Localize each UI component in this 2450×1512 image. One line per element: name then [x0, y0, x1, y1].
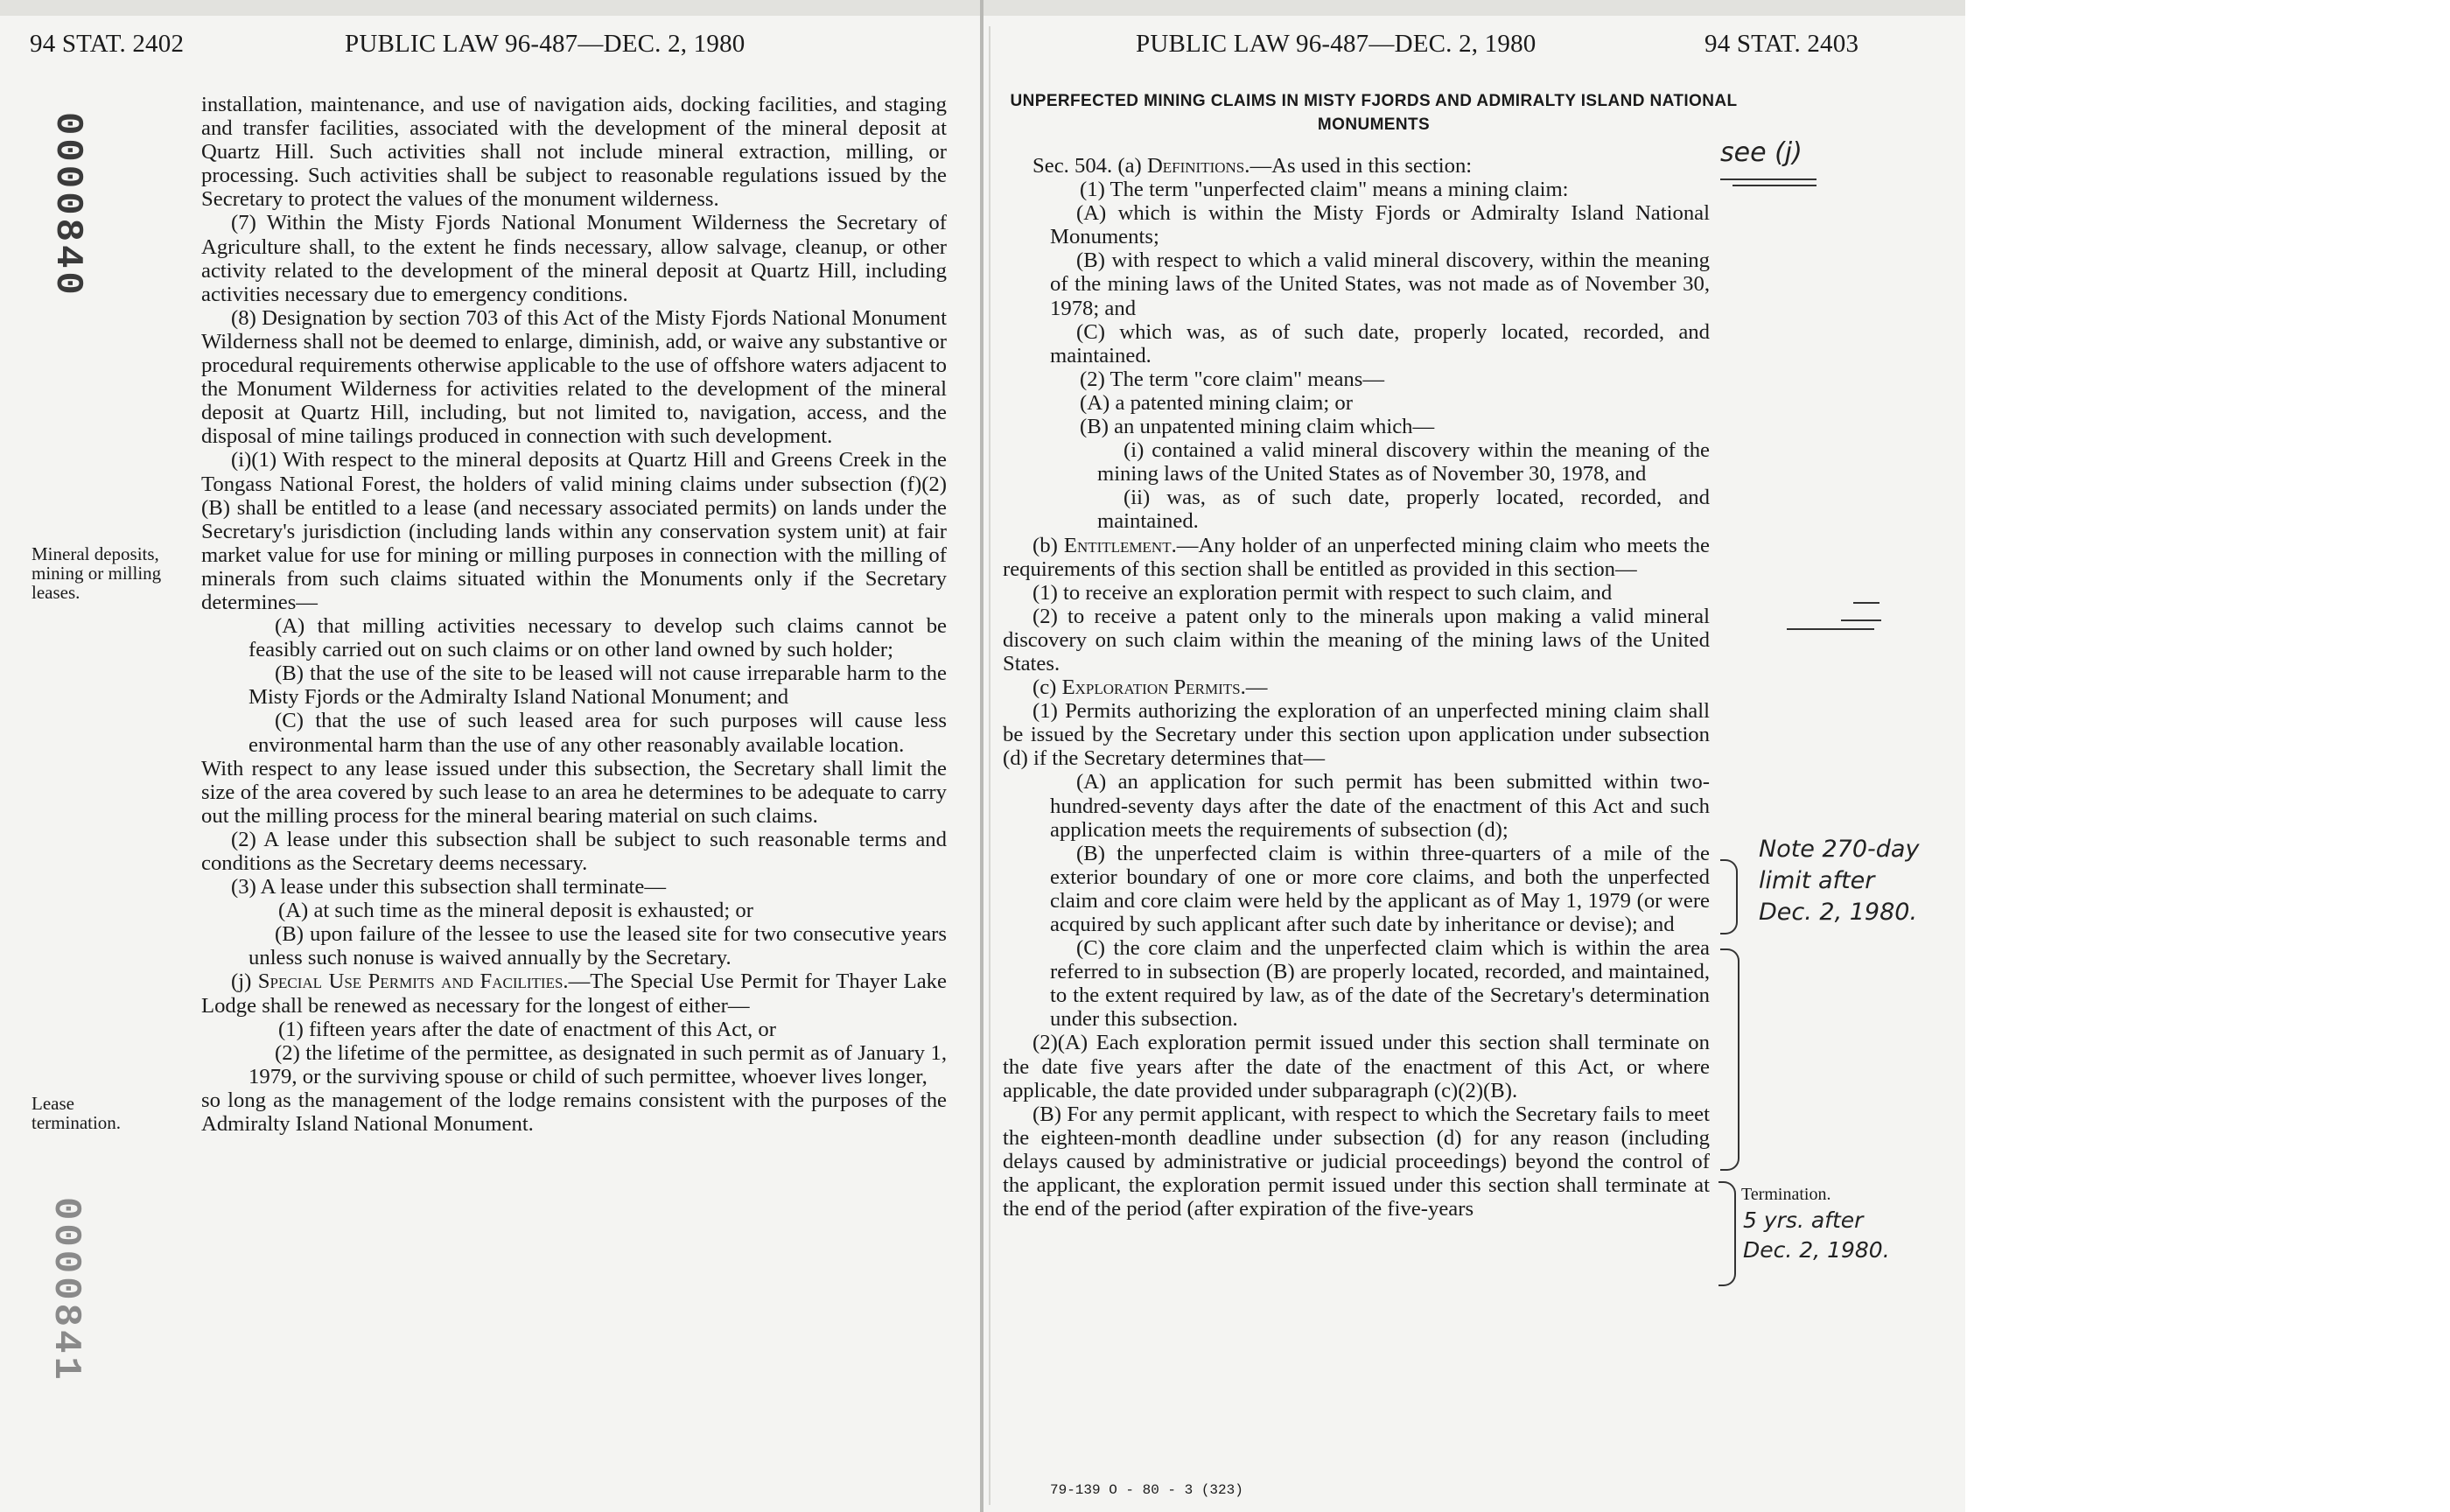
pencil-mark	[1787, 628, 1874, 630]
paragraph: (A) at such time as the mineral deposit is exhausted; or	[278, 899, 753, 923]
paragraph: (B) For any permit applicant, with respect to which the Secretary fails to meet the eighteen-month deadline under subsection (d) for any reason (including delays caused by administrative or judicial proceedings) beyond the control of the applicant, the exploration permit issued under this section shall terminate at the end of the period (after expiration of the five-years	[1003, 1102, 1710, 1222]
paragraph: (C) the core claim and the unperfected claim which is within the area referred to in subsection (B) are properly located, recorded, and maintained, to the extent required by law, as of the date of the Secretary's determination under this subsection.	[1050, 936, 1710, 1032]
underline-mark	[1732, 185, 1816, 186]
section-heading: UNPERFECTED MINING CLAIMS IN MISTY FJORDS AND ADMIRALTY ISLAND NATIONAL MONUMENTS	[1010, 92, 1738, 134]
paragraph: (2) to receive a patent only to the minerals upon making a valid mineral discovery on such claim within the meaning of the mining laws of the United States.	[1003, 604, 1710, 676]
page-footer-code: 79-139 O - 80 - 3 (323)	[1050, 1482, 1243, 1498]
pencil-mark	[1841, 620, 1881, 621]
page-gutter	[980, 0, 984, 1512]
pencil-mark	[1853, 602, 1880, 604]
paragraph: (1) Permits authorizing the exploration of an unperfected mining claim shall be issued by the Secretary under this section upon application under subsection (d) if the Secretary determines that—	[1003, 699, 1710, 771]
section-caption: Definitions.	[1146, 154, 1250, 178]
paragraph: (B) an unpatented mining claim which—	[1080, 415, 1435, 439]
left-stamp-top: 0000840	[46, 112, 89, 298]
handwritten-note-line-1: Note 270-day	[1759, 836, 1920, 863]
handwritten-term-line-2: Dec. 2, 1980.	[1743, 1237, 1890, 1263]
paragraph: (i)(1) With respect to the mineral deposits at Quartz Hill and Greens Creek in the Tongass National Forest, the holders of valid mining claims under subsection (f)(2)(B) shall be entitled to a lease (and necessary associated permits) on lands under the Secretary's jurisdiction (including lands within any conservation system unit) at fair market value for use for mining or milling purposes in connection with the milling of minerals from such claims situated within the Monuments only if the Secretary determines—	[201, 448, 947, 614]
underline-mark	[1720, 178, 1816, 180]
paragraph: (C) which was, as of such date, properly located, recorded, and maintained.	[1050, 319, 1710, 368]
section-caption: Special Use Permits and Facilities.	[257, 970, 569, 994]
handwritten-term-line-1: 5 yrs. after	[1743, 1208, 1864, 1233]
handwritten-note-line-3: Dec. 2, 1980.	[1759, 899, 1918, 926]
page-gutter-shadow	[989, 26, 990, 1505]
left-page-title: PUBLIC LAW 96-487—DEC. 2, 1980	[345, 30, 746, 58]
paragraph: (j) Special Use Permits and Facilities.—The Special Use Permit for Thayer Lake Lodge shall be renewed as necessary for the longest of either—	[201, 970, 947, 1018]
bracket-mark	[1718, 1181, 1736, 1286]
paragraph: (2) A lease under this subsection shall be subject to such reasonable terms and conditions as the Secretary deems necessary.	[201, 827, 947, 875]
paragraph: (B) the unperfected claim is within three-quarters of a mile of the exterior boundary of one or more core claims, and both the unperfected claim and core claim were held by the applicant as of May 1, 1979 (or were acquired by such applicant after such date by inheritance or devise); and	[1050, 841, 1710, 936]
right-text-column	[1003, 154, 1710, 1221]
paragraph: (b) Entitlement.—Any holder of an unperfected mining claim who meets the requirements of this section shall be entitled as provided in this section—	[1003, 533, 1710, 581]
paragraph: installation, maintenance, and use of navigation aids, docking facilities, and staging and transfer facilities, associated with the development of the mineral deposit at Quartz Hill. Such activities shall not include mineral extraction, milling, or processing. Such activities shall be subject to reasonable regulations issued by the Secretary to protect the values of the monument wilderness.	[201, 93, 947, 212]
paragraph: (A) a patented mining claim; or	[1080, 390, 1353, 415]
paragraph: (8) Designation by section 703 of this Act of the Misty Fjords National Monument Wilderness shall not be deemed to enlarge, diminish, add, or waive any substantive or procedural requirements otherwise applicable to the use of offshore waters adjacent to the Monument Wilderness for activities related to the development of the mineral deposit at Quartz Hill, including, but not limited to, navigation, access, and the disposal of mine tailings produced in connection with such development.	[201, 305, 947, 449]
section-caption: Entitlement.	[1063, 533, 1177, 557]
paragraph: (ii) was, as of such date, properly located, recorded, and maintained.	[1097, 486, 1710, 534]
right-page-title: PUBLIC LAW 96-487—DEC. 2, 1980	[1136, 30, 1536, 58]
left-stamp-bottom: 0000841	[44, 1197, 88, 1383]
paragraph: (2) the lifetime of the permittee, as designated in such permit as of January 1, 1979, or the surviving spouse or child of such permittee, whoever lives longer,	[248, 1040, 947, 1088]
paragraph: so long as the management of the lodge remains consistent with the purposes of the Admiralty Island National Monument.	[201, 1088, 947, 1137]
paragraph: (C) that the use of such leased area for such purposes will cause less environmental harm than the use of any other reasonably available location.	[248, 709, 947, 757]
right-stat-number: 94 STAT. 2403	[1704, 30, 1859, 58]
paragraph: (7) Within the Misty Fjords National Monument Wilderness the Secretary of Agriculture shall, to the extent he finds necessary, allow salvage, cleanup, or other activity related to the development of the mineral deposit at Quartz Hill, including activities necessary due to emergency conditions.	[201, 211, 947, 306]
bracket-mark	[1720, 948, 1740, 1171]
paragraph: Sec. 504. (a) Definitions.—As used in this section:	[1032, 154, 1473, 178]
paragraph: (c) Exploration Permits.—	[1032, 676, 1268, 700]
section-caption: Exploration Permits.	[1061, 676, 1246, 700]
handwritten-see-note: see (j)	[1720, 137, 1802, 168]
margin-note-mineral: Mineral deposits, mining or milling leases.	[32, 543, 162, 603]
bracket-mark	[1720, 859, 1738, 934]
paragraph: With respect to any lease issued under this subsection, the Secretary shall limit the size of the area covered by such lease to an area he determines to be adequate to carry out the milling process for the mineral bearing material on such claims.	[201, 756, 947, 828]
left-stat-number: 94 STAT. 2402	[30, 30, 185, 58]
paragraph: (2)(A) Each exploration permit issued under this section shall terminate on the date five years after the date of the enactment of this Act, or where applicable, the date provided under subparagraph (c)(2)(B).	[1003, 1031, 1710, 1102]
paragraph: (1) to receive an exploration permit with respect to such claim, and	[1032, 580, 1613, 605]
paragraph: (A) that milling activities necessary to develop such claims cannot be feasibly carried out on such claims or on other land owned by such holder;	[248, 614, 947, 662]
paragraph: (1) fifteen years after the date of enactment of this Act, or	[278, 1017, 776, 1041]
paragraph: (1) The term "unperfected claim" means a mining claim:	[1080, 178, 1569, 202]
left-text-column	[201, 93, 947, 1136]
paragraph: (3) A lease under this subsection shall terminate—	[231, 875, 667, 900]
paragraph: (2) The term "core claim" means—	[1080, 367, 1385, 391]
paragraph: (B) that the use of the site to be leased will not cause irreparable harm to the Misty Fjords or the Admiralty Island National Monument; and	[248, 662, 947, 710]
paragraph: (B) with respect to which a valid mineral discovery, within the meaning of the mining laws of the United States, was not made as of November 30, 1978; and	[1050, 248, 1710, 320]
paragraph: (A) which is within the Misty Fjords or Admiralty Island National Monuments;	[1050, 201, 1710, 249]
margin-note-lease-termination: Lease termination.	[32, 1093, 122, 1133]
paragraph: (A) an application for such permit has been submitted within two-hundred-seventy days after the date of the enactment of this Act and such application meets the requirements of subsection (d);	[1050, 770, 1710, 842]
paragraph: (B) upon failure of the lessee to use the leased site for two consecutive years unless such nonuse is waived annually by the Secretary.	[248, 922, 947, 970]
paragraph: (i) contained a valid mineral discovery within the meaning of the mining laws of the United States as of November 30, 1978, and	[1097, 438, 1710, 486]
handwritten-note-line-2: limit after	[1759, 867, 1875, 894]
margin-note-termination: Termination.	[1741, 1185, 1831, 1204]
